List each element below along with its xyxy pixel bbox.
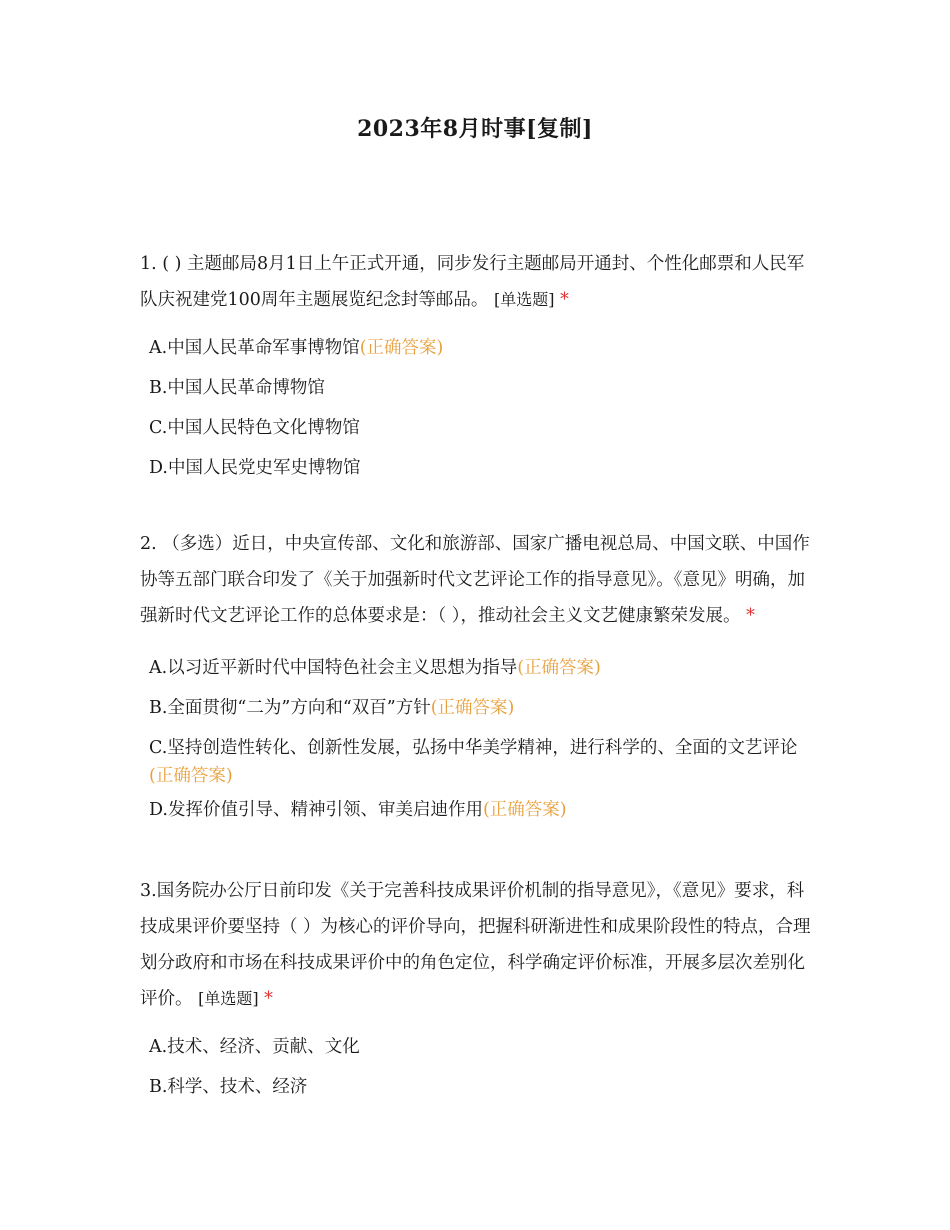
- option-d[interactable]: [149, 796, 812, 824]
- question-type-tag: [单选题]: [493, 290, 555, 309]
- question-2: [140, 526, 812, 824]
- options-list: [149, 328, 812, 488]
- option-b[interactable]: [149, 368, 812, 408]
- option-label: C.坚持创造性转化、创新性发展，弘扬中华美学精神，进行科学的、全面的文艺评论: [149, 738, 798, 758]
- option-label: A.以习近平新时代中国特色社会主义思想为指导: [149, 658, 518, 678]
- document-title: 2023年8月时事[复制]: [357, 116, 593, 142]
- option-label: B.中国人民革命博物馆: [149, 378, 325, 398]
- required-marker: *: [264, 989, 273, 1009]
- options-list: [149, 648, 812, 824]
- option-label: B.全面贯彻“二为”方向和“双百”方针: [149, 698, 431, 718]
- required-marker: *: [746, 606, 755, 626]
- question-text: 1. ( ) 主题邮局8月1日上午正式开通，同步发行主题邮局开通封、个性化邮票和人民军队庆祝建党100周年主题展览纪念封等邮品。: [140, 254, 805, 310]
- correct-answer-tag: (正确答案): [359, 338, 444, 358]
- correct-answer-tag: (正确答案): [517, 658, 601, 678]
- question-text: 2. （多选）近日，中央宣传部、文化和旅游部、国家广播电视总局、中国文联、中国作协等五部门联合印发了《关于加强新时代文艺评论工作的指导意见》。《意见》明确，加强新时代文艺评论工作的总体要求是：（ ），推动社会主义文艺健康繁荣发展。: [140, 534, 810, 626]
- option-a[interactable]: [149, 328, 812, 368]
- question-3: [140, 873, 812, 1107]
- option-c[interactable]: [149, 408, 812, 448]
- option-a[interactable]: [149, 648, 812, 688]
- required-marker: *: [560, 290, 569, 310]
- option-label: B.科学、技术、经济: [149, 1077, 308, 1097]
- correct-answer-tag: (正确答案): [430, 698, 515, 718]
- option-b[interactable]: [149, 1067, 812, 1107]
- option-d[interactable]: [149, 448, 812, 488]
- option-label: A.技术、经济、贡献、文化: [149, 1037, 360, 1057]
- option-c[interactable]: [149, 734, 812, 790]
- question-stem: [140, 873, 812, 1017]
- option-label: D.中国人民党史军史博物馆: [149, 458, 361, 478]
- question-stem: [140, 246, 812, 318]
- options-list: [149, 1027, 812, 1107]
- option-label: A.中国人民革命军事博物馆: [149, 338, 360, 358]
- correct-answer-tag: (正确答案): [149, 766, 233, 786]
- question-stem: [140, 526, 812, 634]
- correct-answer-tag: (正确答案): [482, 800, 567, 820]
- option-label: D.发挥价值引导、精神引领、审美启迪作用: [149, 800, 483, 820]
- question-1: [140, 246, 812, 488]
- option-b[interactable]: [149, 688, 812, 728]
- question-text: 3.国务院办公厅日前印发《关于完善科技成果评价机制的指导意见》，《意见》要求，科技成果评价要坚持（ ）为核心的评价导向，把握科研渐进性和成果阶段性的特点，合理划分政府和市场在科技成果评价中的角色定位，科学确定评价标准，开展多层次差别化评价。: [140, 881, 811, 1009]
- question-type-tag: [单选题]: [198, 989, 259, 1008]
- option-a[interactable]: [149, 1027, 812, 1067]
- option-label: C.中国人民特色文化博物馆: [149, 418, 360, 438]
